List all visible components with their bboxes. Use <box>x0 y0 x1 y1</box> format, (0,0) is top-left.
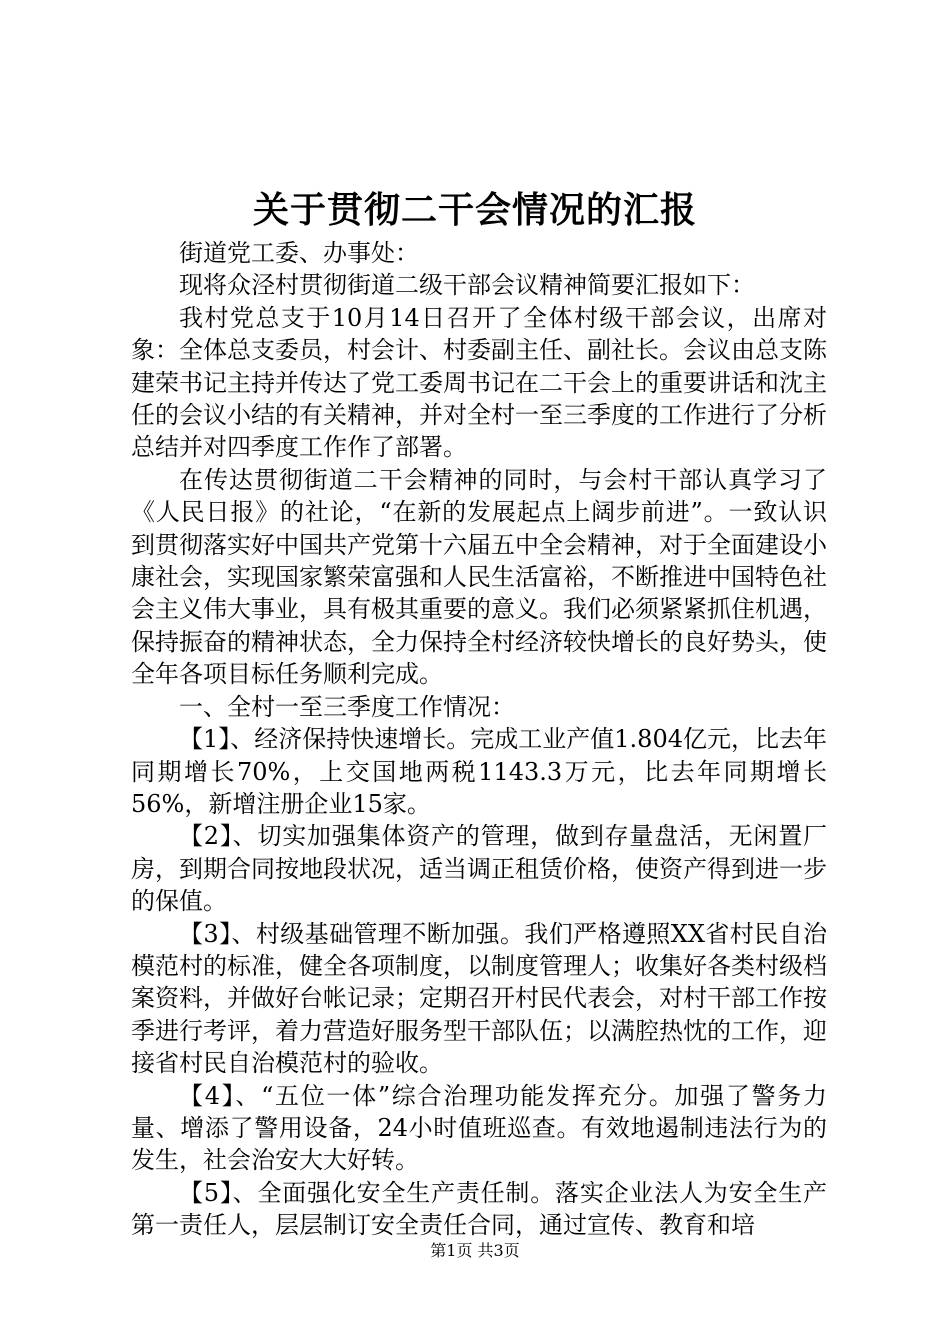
paragraph-intro: 现将众泾村贯彻街道二级干部会议精神简要汇报如下： <box>179 271 755 300</box>
paragraph-meeting: 我村党总支于10月14日召开了全体村级干部会议，出席对象：全体总支委员，村会计、村委副主任、副社长。会议由总支陈建荣书记主持并传达了党工委周书记在二干会上的重要讲话和沈主任的会议小结的有关精神，并对全村一至三季度的工作进行了分析总结并对四季度工作作了部署。 <box>131 303 827 462</box>
list-item: 【4】、“五位一体”综合治理功能发挥充分。加强了警务力量、增添了警用设备，24小时值班巡查。有效地遏制违法行为的发生，社会治安大大好转。 <box>131 1081 827 1175</box>
list-item: 【1】、经济保持快速增长。完成工业产值1.804亿元，比去年同期增长70%，上交国地两税1143.3万元，比去年同期增长56%，新增注册企业15家。 <box>131 725 827 818</box>
paragraph-salutation: 街道党工委、办事处： <box>179 239 419 267</box>
paragraph-study: 在传达贯彻街道二干会精神的同时，与会村干部认真学习了《人民日报》的社论，“在新的发展起点上阔步前进”。一致认识到贯彻落实好中国共产党第十六届五中全会精神，对于全面建设小康社会，实现国家繁荣富强和人民生活富裕，不断推进中国特色社会主义伟大事业，具有极其重要的意义。我们必须紧紧抓住机遇，保持振奋的精神状态，全力保持全村经济较快增长的良好势头，使全年各项目标任务顺利完成。 <box>131 465 827 689</box>
page-footer: 第1页 共3页 <box>430 1241 520 1260</box>
document-title: 关于贯彻二干会情况的汇报 <box>252 189 697 231</box>
list-item: 【2】、切实加强集体资产的管理，做到存量盘活，无闲置厂房，到期合同按地段状况，适当调正租赁价格，使资产得到进一步的保值。 <box>131 822 827 916</box>
document-body <box>131 237 827 1242</box>
list-item: 【5】、全面强化安全生产责任制。落实企业法人为安全生产第一责任人，层层制订安全责任合同，通过宣传、教育和培 <box>131 1178 827 1240</box>
section-heading: 一、全村一至三季度工作情况： <box>179 692 515 721</box>
list-item: 【3】、村级基础管理不断加强。我们严格遵照XX省村民自治模范村的标准，健全各项制度，以制度管理人；收集好各类村级档案资料，并做好台帐记录；定期召开村民代表会，对村干部工作按季进行考评，着力营造好服务型干部队伍；以满腔热忱的工作，迎接省村民自治模范村的验收。 <box>131 919 827 1078</box>
